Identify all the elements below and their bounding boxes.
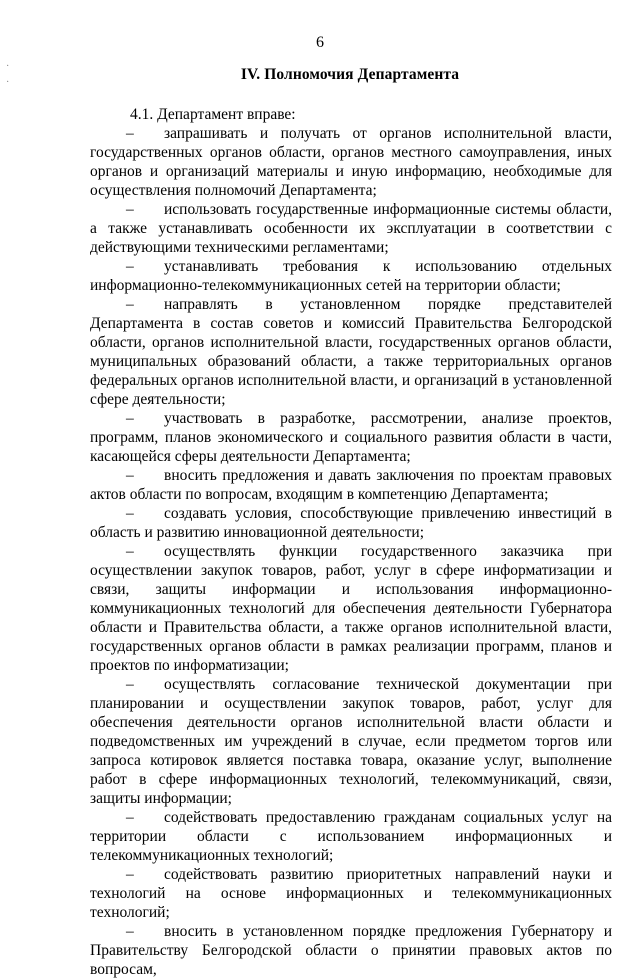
page-number: 6	[316, 34, 324, 51]
list-item	[90, 124, 612, 200]
list-item	[90, 542, 612, 675]
list-item-text: вносить в установленном порядке предложения Губернатору и Правительству Белгородской области о принятии правовых актов по вопросам,	[90, 923, 612, 978]
dash-marker: –	[126, 201, 134, 218]
dash-marker: –	[126, 923, 134, 940]
margin-mark: ·	[6, 77, 10, 88]
section-title: IV. Полномочия Департамента	[240, 66, 460, 83]
dash-marker: –	[126, 676, 134, 693]
list-item-text: направлять в установленном порядке представителей Департамента в состав советов и комиссий Правительства Белгородской области, органов исполнительной власти, государственных органов области, муниципальных образований области, а также территориальных органов федеральных органов исполнительной власти, и организаций в установленной сфере деятельности;	[90, 296, 612, 408]
list-item-text: содействовать развитию приоритетных направлений науки и технологий на основе информационных и телекоммуникационных технологий;	[90, 866, 612, 921]
powers-list	[90, 124, 612, 979]
dash-marker: –	[126, 505, 134, 522]
dash-marker: –	[126, 125, 134, 142]
dash-marker: –	[126, 410, 134, 427]
list-item	[90, 409, 612, 466]
margin-mark: ·	[6, 61, 10, 72]
list-item-text: осуществлять функции государственного заказчика при осуществлении закупок товаров, работ, услуг в сфере информатизации и связи, защиты информации и использования информационно-коммуникационных технологий для обеспечения деятельности Губернатора области и Правительства области, а также органов исполнительной власти, государственных органов области в рамках реализации программ, планов и проектов по информатизации;	[90, 543, 612, 674]
margin-marks	[6, 62, 9, 94]
list-item	[90, 257, 612, 295]
list-item-text: запрашивать и получать от органов исполнительной власти, государственных органов области, органов местного самоуправления, иных органов и организаций материалы и иную информацию, необходимые для осуществления полномочий Департамента;	[90, 125, 612, 199]
dash-marker: –	[126, 866, 134, 883]
list-item	[90, 675, 612, 808]
list-item-text: осуществлять согласование технической документации при планировании и осуществлении закупок товаров, работ, услуг для обеспечения деятельности органов исполнительной власти области и подведомственных им учреждений в случае, если предметом торгов или запроса котировок является поставка товара, оказание услуг, выполнение работ в сфере информационных технологий, телекоммуникаций, связи, защиты информации;	[90, 676, 612, 807]
dash-marker: –	[126, 258, 134, 275]
list-item-text: участвовать в разработке, рассмотрении, анализе проектов, программ, планов экономического и социального развития области в части, касающейся сферы деятельности Департамента;	[90, 410, 612, 465]
dash-marker: –	[126, 467, 134, 484]
list-item-text: вносить предложения и давать заключения по проектам правовых актов области по вопросам, входящим в компетенцию Департамента;	[90, 467, 612, 503]
list-item-text: содействовать предоставлению гражданам социальных услуг на территории области с использованием информационных и телекоммуникационных технологий;	[90, 809, 612, 864]
list-item-text: использовать государственные информационные системы области, а также устанавливать особенности их эксплуатации в соответствии с действующими техническими регламентами;	[90, 201, 612, 256]
list-item	[90, 466, 612, 504]
list-item-text: устанавливать требования к использованию отдельных информационно-телекоммуникационных сетей на территории области;	[90, 258, 612, 294]
list-item	[90, 808, 612, 865]
list-item	[90, 295, 612, 409]
list-item	[90, 922, 612, 979]
list-item	[90, 504, 612, 542]
list-item-text: создавать условия, способствующие привлечению инвестиций в область и развитию инновационной деятельности;	[90, 505, 612, 541]
dash-marker: –	[126, 809, 134, 826]
clause-lead: 4.1. Департамент вправе:	[130, 106, 296, 123]
document-body	[90, 105, 612, 979]
list-item	[90, 200, 612, 257]
list-item	[90, 865, 612, 922]
dash-marker: –	[126, 543, 134, 560]
dash-marker: –	[126, 296, 134, 313]
